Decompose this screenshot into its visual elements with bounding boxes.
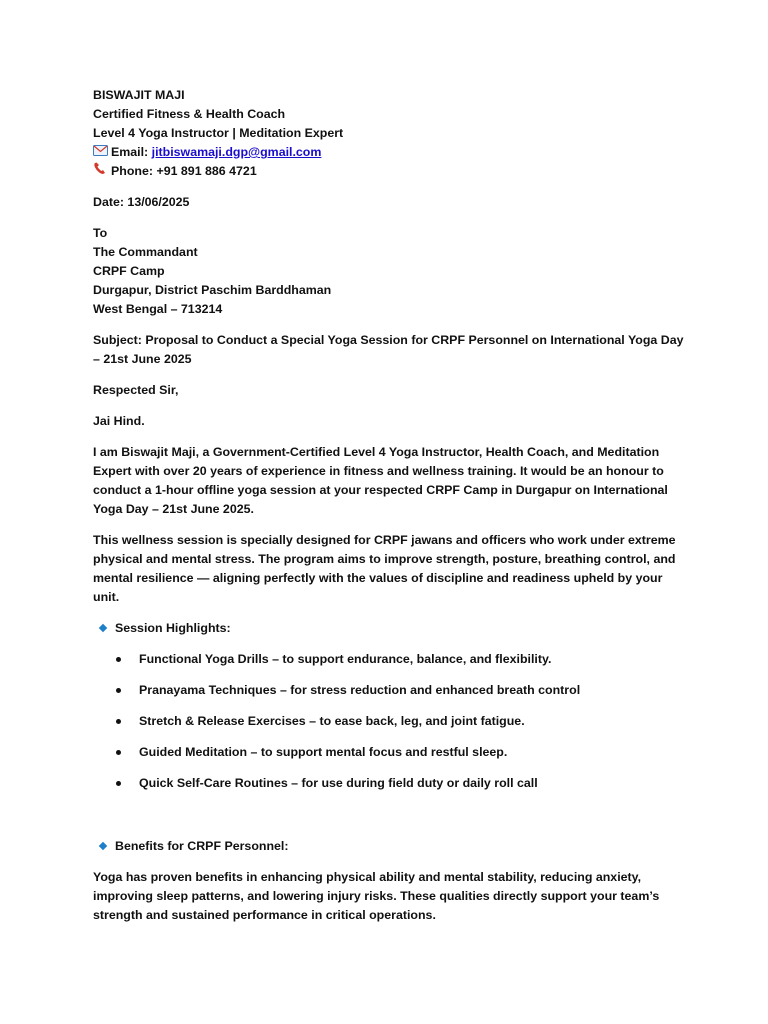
bullet-dot-icon	[116, 688, 121, 693]
purpose-paragraph	[93, 531, 683, 607]
purpose-line: physical and mental stress. The program aims to improve strength, posture, breathing control, and	[93, 552, 676, 566]
benefits-line: Yoga has proven benefits in enhancing physical ability and mental stability, reducing anxiety,	[93, 870, 642, 884]
email-label: Email:	[111, 145, 149, 159]
bullet-dot-icon	[116, 719, 121, 724]
diamond-bullet-icon	[99, 842, 107, 850]
recipient-line-1: The Commandant	[93, 245, 198, 259]
sender-title-2: Level 4 Yoga Instructor | Meditation Expert	[93, 126, 344, 140]
bullet-dot-icon	[116, 657, 121, 662]
sender-name: BISWAJIT MAJI	[93, 88, 185, 102]
list-item-text: Pranayama Techniques – for stress reduction and enhanced breath control	[139, 683, 581, 697]
phone-line	[93, 162, 683, 181]
purpose-line: This wellness session is specially designed for CRPF jawans and officers who work under extreme	[93, 533, 676, 547]
recipient-line-4: West Bengal – 713214	[93, 302, 223, 316]
list-item-text: Quick Self-Care Routines – for use during field duty or daily roll call	[139, 776, 538, 790]
recipient-to: To	[93, 226, 108, 240]
list-item	[93, 743, 683, 762]
list-item	[93, 774, 683, 793]
list-item-text: Stretch & Release Exercises – to ease back, leg, and joint fatigue.	[139, 714, 525, 728]
subject-line-2: – 21st June 2025	[93, 352, 192, 366]
telephone-icon	[93, 162, 111, 181]
intro-line: Yoga Day – 21st June 2025.	[93, 502, 254, 516]
purpose-line: mental resilience — aligning perfectly with the values of discipline and readiness upheld by your	[93, 571, 663, 585]
list-item	[93, 650, 683, 669]
bullet-dot-icon	[116, 750, 121, 755]
bullet-dot-icon	[116, 781, 121, 786]
letter-date: Date: 13/06/2025	[93, 195, 190, 209]
recipient-line-3: Durgapur, District Paschim Barddhaman	[93, 283, 332, 297]
letter-body	[93, 86, 683, 925]
phone-label: Phone:	[111, 164, 153, 178]
sender-title-1: Certified Fitness & Health Coach	[93, 107, 286, 121]
highlights-heading	[93, 619, 683, 638]
salutation: Respected Sir,	[93, 383, 179, 397]
benefits-line: strength and sustained performance in critical operations.	[93, 908, 436, 922]
benefits-paragraph	[93, 868, 683, 925]
purpose-line: unit.	[93, 590, 120, 604]
greeting: Jai Hind.	[93, 414, 145, 428]
list-item-text: Functional Yoga Drills – to support endurance, balance, and flexibility.	[139, 652, 552, 666]
email-line	[93, 143, 683, 162]
diamond-bullet-icon	[99, 624, 107, 632]
list-item-text: Guided Meditation – to support mental focus and restful sleep.	[139, 745, 508, 759]
email-link[interactable]: jitbiswamaji.dgp@gmail.com	[151, 145, 322, 159]
intro-line: conduct a 1-hour offline yoga session at your respected CRPF Camp in Durgapur on International	[93, 483, 668, 497]
list-item	[93, 712, 683, 731]
intro-line: I am Biswajit Maji, a Government-Certified Level 4 Yoga Instructor, Health Coach, and Meditation	[93, 445, 660, 459]
subject-line-1: Subject: Proposal to Conduct a Special Yoga Session for CRPF Personnel on International Yoga Day	[93, 333, 684, 347]
intro-line: Expert with over 20 years of experience in fitness and wellness training. It would be an honour to	[93, 464, 664, 478]
benefits-heading-text: Benefits for CRPF Personnel:	[115, 839, 289, 853]
list-item	[93, 681, 683, 700]
benefits-line: improving sleep patterns, and lowering injury risks. These qualities directly support your team’s	[93, 889, 660, 903]
benefits-heading	[93, 837, 683, 856]
envelope-icon	[93, 143, 111, 162]
phone-number: +91 891 886 4721	[156, 164, 257, 178]
highlights-heading-text: Session Highlights:	[115, 621, 231, 635]
intro-paragraph	[93, 443, 683, 519]
recipient-line-2: CRPF Camp	[93, 264, 165, 278]
